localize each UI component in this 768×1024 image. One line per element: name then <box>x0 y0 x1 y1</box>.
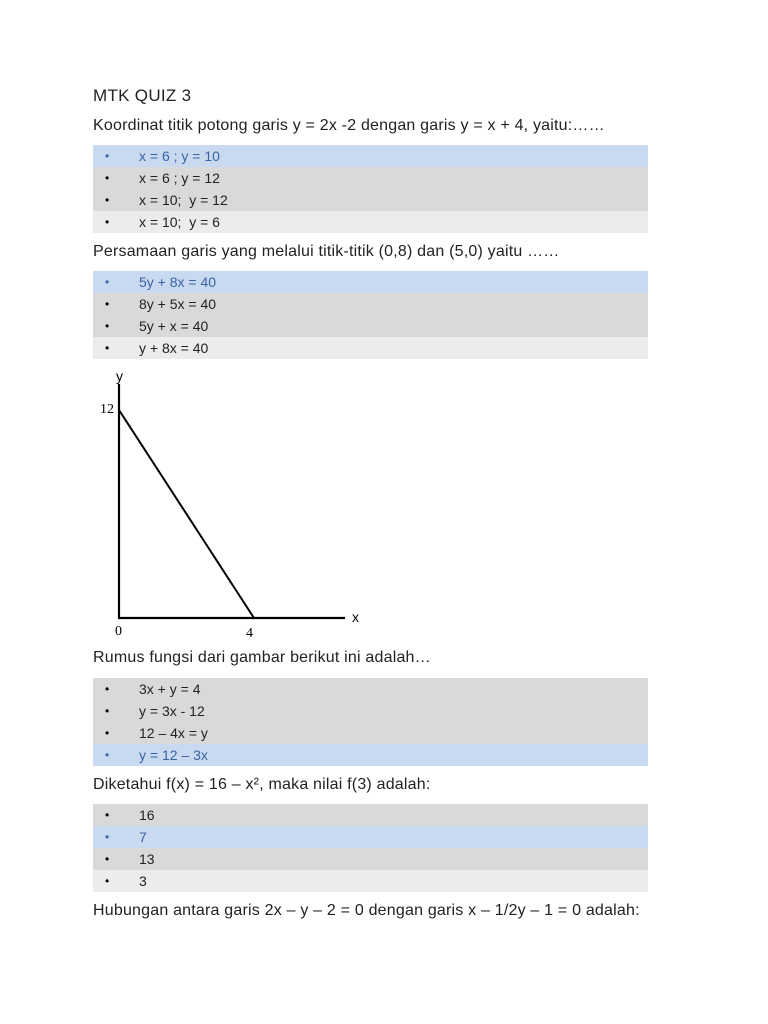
page-title: MTK QUIZ 3 <box>93 86 192 105</box>
question-4-text: Diketahui f(x) = 16 – x², maka nilai f(3) adalah: <box>93 776 431 793</box>
option-item[interactable] <box>93 678 648 700</box>
option-label: 7 <box>139 829 147 845</box>
option-item[interactable] <box>93 189 648 211</box>
option-item[interactable] <box>93 700 648 722</box>
question-4-options <box>93 804 648 892</box>
option-label: x = 10; y = 6 <box>139 214 220 230</box>
option-label: 13 <box>139 851 155 867</box>
option-label: y = 3x - 12 <box>139 703 205 719</box>
bullet-icon: • <box>105 341 110 355</box>
bullet-icon: • <box>105 726 110 740</box>
bullet-icon: • <box>105 171 110 185</box>
option-item[interactable] <box>93 337 648 359</box>
y-intercept-label: 12 <box>100 402 114 417</box>
bullet-icon: • <box>105 874 110 888</box>
bullet-icon: • <box>105 297 110 311</box>
option-label: 12 – 4x = y <box>139 725 208 741</box>
bullet-icon: • <box>105 215 110 229</box>
question-5-text: Hubungan antara garis 2x – y – 2 = 0 dengan garis x – 1/2y – 1 = 0 adalah: <box>93 902 640 919</box>
option-label: 16 <box>139 807 155 823</box>
option-item[interactable] <box>93 722 648 744</box>
option-item[interactable] <box>93 826 648 848</box>
option-item[interactable] <box>93 167 648 189</box>
option-item[interactable] <box>93 211 648 233</box>
y-axis-label: y <box>116 368 123 384</box>
option-label: 3x + y = 4 <box>139 681 201 697</box>
option-item[interactable] <box>93 870 648 892</box>
bullet-icon: • <box>105 193 110 207</box>
question-2-text: Persamaan garis yang melalui titik-titik (0,8) dan (5,0) yaitu …… <box>93 243 560 260</box>
bullet-icon: • <box>105 275 110 289</box>
option-item[interactable] <box>93 145 648 167</box>
bullet-icon: • <box>105 149 110 163</box>
option-label: x = 10; y = 12 <box>139 192 228 208</box>
question-1-options <box>93 145 648 233</box>
option-item[interactable] <box>93 848 648 870</box>
option-label: y + 8x = 40 <box>139 340 209 356</box>
option-label: 5y + x = 40 <box>139 318 209 334</box>
question-3-options <box>93 678 648 766</box>
x-intercept-label: 4 <box>246 626 253 641</box>
graph-line <box>119 410 254 618</box>
option-label: 8y + 5x = 40 <box>139 296 217 312</box>
question-2-options <box>93 271 648 359</box>
bullet-icon: • <box>105 319 110 333</box>
option-label: 3 <box>139 873 147 889</box>
bullet-icon: • <box>105 682 110 696</box>
option-label: x = 6 ; y = 10 <box>139 148 220 164</box>
option-item[interactable] <box>93 271 648 293</box>
option-label: 5y + 8x = 40 <box>139 274 217 290</box>
question-1-text: Koordinat titik potong garis y = 2x -2 dengan garis y = x + 4, yaitu:…… <box>93 117 605 134</box>
option-item[interactable] <box>93 315 648 337</box>
bullet-icon: • <box>105 852 110 866</box>
bullet-icon: • <box>105 830 110 844</box>
option-item[interactable] <box>93 744 648 766</box>
question-3-text: Rumus fungsi dari gambar berikut ini adalah… <box>93 649 431 666</box>
option-label: x = 6 ; y = 12 <box>139 170 220 186</box>
option-label: y = 12 – 3x <box>139 747 208 763</box>
option-item[interactable] <box>93 293 648 315</box>
bullet-icon: • <box>105 704 110 718</box>
origin-label: 0 <box>115 624 122 639</box>
x-axis-label: x <box>352 609 359 625</box>
bullet-icon: • <box>105 808 110 822</box>
bullet-icon: • <box>105 748 110 762</box>
option-item[interactable] <box>93 804 648 826</box>
function-graph <box>95 360 385 645</box>
